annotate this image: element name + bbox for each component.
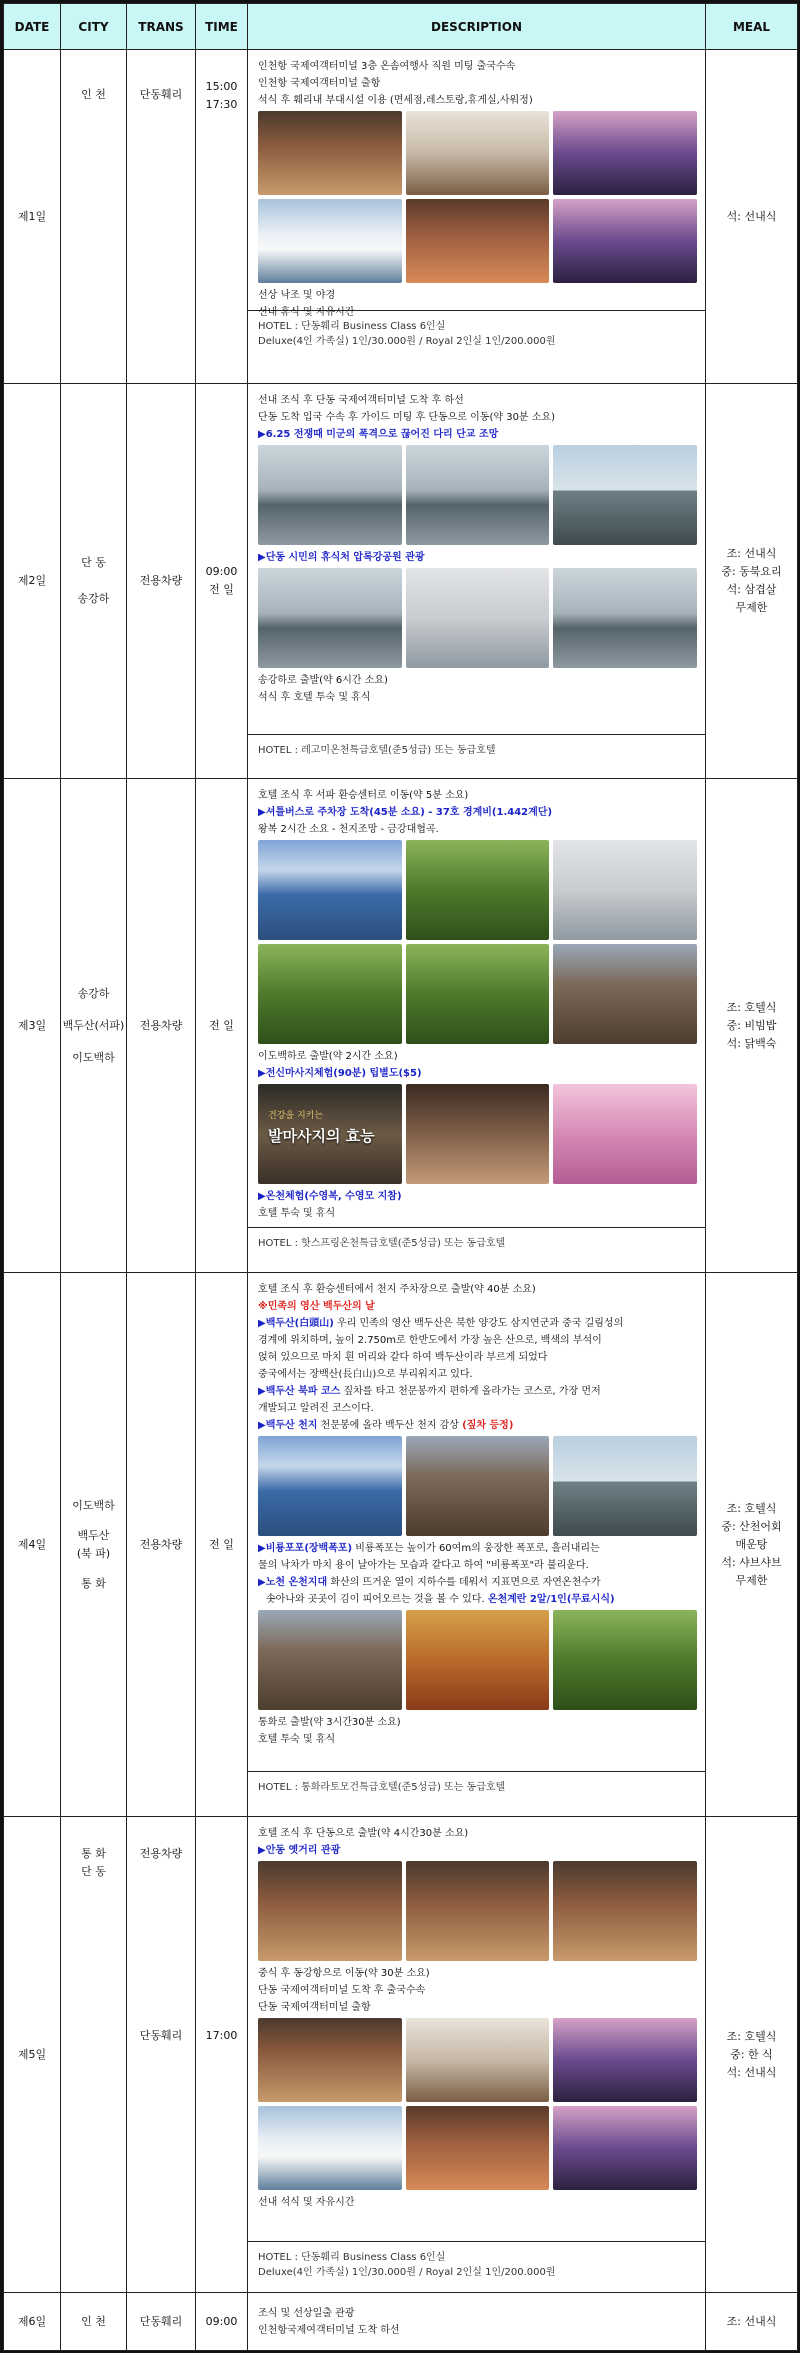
photo-volcanic-rocks — [406, 1436, 550, 1536]
desc-line: 인천항 국제여객터미널 출항 — [258, 78, 381, 89]
itinerary-table — [3, 3, 798, 2351]
hotel-line: Deluxe(4인 가족실) 1인/30.000원 / Royal 2인실 1인/200.000원 — [258, 2267, 556, 2278]
time-cell — [196, 50, 248, 384]
massage-poster-small-text: 건강을 지키는 — [268, 1111, 324, 1121]
meal-text: 석: 선내식 — [726, 2065, 777, 2079]
paragraph-heading: ▶백두산 천지 — [258, 1420, 318, 1431]
meal-cell — [706, 50, 798, 384]
photo-massage-poster — [258, 1084, 402, 1184]
photo-broken-bridge — [406, 445, 550, 545]
meal-text: 조: 호텔식 — [726, 1501, 777, 1515]
city-cell — [61, 384, 127, 779]
meal-cell — [706, 384, 798, 779]
time-cell — [196, 384, 248, 779]
trans-cell — [127, 50, 196, 384]
highlight-line: ▶전신마사지체험(90분) 팁별도($5) — [258, 1068, 422, 1079]
date-cell — [4, 2293, 61, 2351]
description-cell — [248, 2293, 706, 2351]
description-cell — [248, 779, 706, 1273]
photo-old-street-lanterns — [553, 1861, 697, 1961]
header-date: DATE — [4, 4, 61, 50]
city-text: 통 화 — [81, 1847, 106, 1860]
meal-text: 매운탕 — [735, 1537, 768, 1551]
desc-line: 경계에 위치하며, 높이 2.750m로 한반도에서 가장 높은 산으로, 백색의 부석이 — [258, 1335, 602, 1346]
header-time: TIME — [196, 4, 248, 50]
day-row-6 — [4, 2293, 798, 2351]
desc-line: 중국에서는 장백산(長白山)으로 부리워지고 있다. — [258, 1369, 473, 1380]
meal-text: 석: 선내식 — [726, 209, 777, 223]
desc-line: 송강하로 출발(약 6시간 소요) — [258, 675, 388, 686]
desc-line: 얹혀 있으므로 마치 흰 머리와 같다 하여 백두산이라 부르게 되었다 — [258, 1352, 548, 1363]
highlight-line: ▶안동 옛거리 관광 — [258, 1845, 341, 1856]
desc-line: 석식 후 훼리내 부대시설 이용 (면세점,레스토랑,휴게실,사워정) — [258, 95, 533, 106]
header-trans: TRANS — [127, 4, 196, 50]
date-text: 제4일 — [17, 1537, 47, 1551]
paragraph-text: 화산의 뜨거운 열이 지하수를 데워서 지표면으로 자연온천수가 — [327, 1577, 601, 1588]
desc-paragraph — [258, 1315, 697, 1332]
desc-line: 왕복 2시간 소요 - 천지조망 - 금강대협곡. — [258, 824, 439, 835]
photo-jeep-station — [553, 1436, 697, 1536]
desc-line: 호텔 조식 후 환승센터에서 천지 주차장으로 출발(약 40분 소요) — [258, 1284, 536, 1295]
desc-line: 호텔 조식 후 단동으로 출발(약 4시간30분 소요) — [258, 1828, 469, 1839]
desc-line: 이도백하로 출발(약 2시간 소요) — [258, 1051, 398, 1062]
photo-foot-bath — [553, 1084, 697, 1184]
trans-text: 전용차량 — [139, 1847, 183, 1860]
paragraph-text: 천문봉에 올라 백두산 천지 감상 — [317, 1420, 463, 1431]
city-text: 이도백하 — [72, 1050, 115, 1064]
meal-cell — [706, 1817, 798, 2293]
paragraph-text: 우리 민족의 영산 백두산은 북한 양강도 삼지연군과 중국 길림성의 — [333, 1318, 624, 1329]
time-cell — [196, 2293, 248, 2351]
city-text: (북 파) — [76, 1546, 111, 1560]
photo-lounge — [553, 111, 697, 195]
paragraph-red-text: (짚차 등정) — [462, 1420, 514, 1431]
meal-text: 조: 호텔식 — [726, 2029, 777, 2043]
desc-line: 선상 낙조 및 야경 — [258, 290, 336, 301]
city-text: 백두산 — [77, 1528, 110, 1542]
photo-waterfall — [258, 1610, 402, 1710]
time-cell — [196, 1817, 248, 2293]
photo-boundary-marker — [553, 840, 697, 940]
hotel-line: HOTEL : 단동훼리 Business Class 6인실 — [258, 2252, 446, 2263]
hotel-line: HOTEL : 핫스프링온천특급호텔(준5성급) 또는 동급호텔 — [258, 1238, 506, 1249]
meal-text: 석: 닭백숙 — [726, 1036, 777, 1050]
hotel-info — [248, 1771, 705, 1803]
paragraph-text: 짚차를 타고 천문봉까지 편하게 올라가는 코스로, 가장 먼저 — [340, 1386, 601, 1397]
desc-line: 석식 후 호텔 투숙 및 휴식 — [258, 692, 371, 703]
photo-forest-boardwalk — [258, 944, 402, 1044]
city-text: 단 동 — [81, 1865, 106, 1878]
time-text: 전 일 — [209, 1018, 234, 1032]
paragraph-heading: ▶노천 온천지대 — [258, 1577, 328, 1588]
city-text: 단 동 — [81, 556, 106, 569]
trans-cell — [127, 2293, 196, 2351]
trans-text: 단동훼리 — [139, 2314, 183, 2328]
highlight-line: ▶단동 시민의 휴식처 압록강공원 관광 — [258, 552, 425, 563]
paragraph-blue-text: 온천계란 2알/1인(무료시식) — [487, 1594, 615, 1605]
description-cell — [248, 50, 706, 384]
photo-cabin — [553, 2106, 697, 2190]
meal-text: 조: 선내식 — [726, 547, 777, 560]
desc-paragraph — [258, 1591, 697, 1608]
desc-line: 개발되고 알려진 코스이다. — [258, 1403, 374, 1414]
date-text: 제1일 — [17, 209, 47, 223]
time-text: 전 일 — [209, 1537, 234, 1551]
trans-text: 전용차량 — [139, 574, 183, 587]
city-text: 송강하 — [77, 986, 110, 1000]
trans-text: 단동훼리 — [139, 2029, 183, 2042]
date-text: 제5일 — [17, 2047, 47, 2061]
meal-text: 조: 선내식 — [726, 2314, 777, 2328]
meal-text: 중: 비빔밥 — [726, 1018, 777, 1032]
city-cell — [61, 779, 127, 1273]
hotel-info — [248, 2241, 705, 2288]
city-text: 이도백하 — [72, 1498, 115, 1512]
date-text: 제2일 — [17, 574, 47, 587]
desc-line: 단동 국제여객터미널 도착 후 출국수속 — [258, 1985, 426, 1996]
desc-line: 호텔 투숙 및 휴식 — [258, 1734, 336, 1745]
date-cell — [4, 1273, 61, 1817]
city-cell — [61, 50, 127, 384]
time-cell — [196, 779, 248, 1273]
desc-line: 단동 국제여객터미널 출항 — [258, 2002, 371, 2013]
time-text: 17:30 — [205, 98, 238, 111]
header-row — [4, 4, 798, 50]
time-text: 15:00 — [205, 80, 238, 93]
photo-lounge — [553, 2018, 697, 2102]
photo-cabin — [553, 199, 697, 283]
photo-old-street-shop — [406, 1861, 550, 1961]
photo-heaven-lake-north — [258, 1436, 402, 1536]
day-row-4 — [4, 1273, 798, 1817]
paragraph-heading: ▶비룡포포(장백폭포) — [258, 1543, 353, 1554]
day-row-3 — [4, 779, 798, 1273]
header-city: CITY — [61, 4, 127, 50]
hotel-line: Deluxe(4인 가족실) 1인/30.000원 / Royal 2인실 1인/200.000원 — [258, 336, 556, 347]
hotel-line: HOTEL : 단동훼리 Business Class 6인실 — [258, 321, 446, 332]
photo-grand-canyon — [553, 944, 697, 1044]
hotel-info — [248, 1227, 705, 1259]
paragraph-heading: ▶백두산(白頭山) — [258, 1318, 334, 1329]
hotel-line: HOTEL : 레고미온천특급호텔(준5성급) 또는 동급호텔 — [258, 745, 496, 756]
description-cell — [248, 1817, 706, 2293]
photo-duty-free — [258, 111, 402, 195]
paragraph-text: 비룡폭포는 높이가 60여m의 웅장한 폭포로, 흘러내리는 — [352, 1543, 600, 1554]
city-text: 백두산(서파) — [62, 1018, 125, 1032]
time-text: 09:00 — [205, 2314, 238, 2328]
day-row-2 — [4, 384, 798, 779]
photo-duty-free — [258, 2018, 402, 2102]
trans-cell — [127, 779, 196, 1273]
paragraph-text: 솟아나와 곳곳이 김이 피어오르는 것을 볼 수 있다. — [266, 1594, 488, 1605]
day-row-1 — [4, 50, 798, 384]
desc-paragraph — [258, 1383, 697, 1400]
trans-text: 전용차량 — [139, 1018, 183, 1032]
photo-waterfall-valley — [553, 1610, 697, 1710]
header-meal: MEAL — [706, 4, 798, 50]
time-cell — [196, 1273, 248, 1817]
desc-line: 중식 후 동강항으로 이동(약 30분 소요) — [258, 1968, 430, 1979]
meal-text: 무제한 — [735, 601, 768, 614]
description-cell — [248, 384, 706, 779]
trans-cell — [127, 1817, 196, 2293]
trans-cell — [127, 384, 196, 779]
photo-old-street — [258, 1861, 402, 1961]
photo-broken-bridge — [258, 445, 402, 545]
desc-line: 단동 도착 입국 수속 후 가이드 미팅 후 단동으로 이동(약 30분 소요) — [258, 412, 555, 423]
desc-line: 조식 및 선상일출 관광 — [258, 2307, 355, 2319]
meal-cell — [706, 2293, 798, 2351]
date-text: 제6일 — [17, 2314, 47, 2328]
meal-text: 무제한 — [735, 1573, 768, 1587]
desc-paragraph — [258, 1540, 697, 1557]
hotel-line: HOTEL : 통화라토모건특급호텔(준5성급) 또는 동급호텔 — [258, 1782, 506, 1793]
trans-cell — [127, 1273, 196, 1817]
desc-line: 통화로 출발(약 3시간30분 소요) — [258, 1717, 401, 1728]
photo-ferry — [258, 199, 402, 283]
description-cell — [248, 1273, 706, 1817]
date-text: 제3일 — [17, 1018, 47, 1032]
date-cell — [4, 779, 61, 1273]
photo-bridge-view — [553, 568, 697, 668]
desc-line: 선내 휴식 및 자유시간 — [258, 307, 355, 318]
desc-line: 인천항국제여객터미널 도착 하선 — [258, 2324, 400, 2336]
photo-park-monument — [406, 568, 550, 668]
red-note: ※민족의 영산 백두산의 날 — [258, 1301, 375, 1312]
desc-line: 물의 낙차가 마치 용이 날아가는 모습과 같다고 하여 "비룡폭포"라 불리운다. — [258, 1560, 589, 1571]
header-description: DESCRIPTION — [248, 4, 706, 50]
meal-text: 조: 호텔식 — [726, 1000, 777, 1014]
day-row-5 — [4, 1817, 798, 2293]
photo-wildflower-field — [406, 944, 550, 1044]
meal-text: 석: 샤브샤브 — [721, 1555, 782, 1569]
hotel-info — [248, 734, 705, 766]
trans-text: 전용차량 — [139, 1537, 183, 1551]
photo-heaven-lake — [258, 840, 402, 940]
time-text: 09:00 — [205, 565, 238, 578]
photo-restaurant — [406, 111, 550, 195]
city-text: 인 천 — [81, 2314, 106, 2328]
highlight-line: ▶셔틀버스로 주차장 도착(45분 소요) - 37호 경계비(1.442계단) — [258, 807, 553, 818]
massage-poster-title: 발마사지의 효능 — [268, 1127, 375, 1145]
photo-foot-massage — [406, 1084, 550, 1184]
meal-text: 중: 동북요리 — [721, 565, 782, 578]
time-text: 전 일 — [209, 583, 234, 596]
city-text: 통 화 — [81, 1576, 106, 1590]
photo-dining — [406, 2106, 550, 2190]
photo-yalu-bridge — [258, 568, 402, 668]
city-cell — [61, 1273, 127, 1817]
city-cell — [61, 1817, 127, 2293]
time-text: 17:00 — [205, 2029, 238, 2042]
desc-line: 선내 조식 후 단동 국제여객터미널 도착 후 하선 — [258, 395, 464, 406]
desc-line: 선내 석식 및 자유시간 — [258, 2197, 355, 2208]
desc-line: 호텔 투숙 및 휴식 — [258, 1208, 336, 1219]
meal-text: 중: 한 식 — [730, 2047, 773, 2061]
trans-text: 단동훼리 — [139, 88, 183, 101]
photo-restaurant — [406, 2018, 550, 2102]
desc-paragraph — [258, 1574, 697, 1591]
desc-line: 호텔 조식 후 서파 환승센터로 이동(약 5분 소요) — [258, 790, 469, 801]
photo-stairs-path — [406, 840, 550, 940]
photo-ferry — [258, 2106, 402, 2190]
highlight-line: ▶6.25 전쟁때 미군의 폭격으로 끊어진 다리 단교 조망 — [258, 429, 499, 440]
meal-cell — [706, 1273, 798, 1817]
photo-hot-spring-eggs — [406, 1610, 550, 1710]
photo-dining — [406, 199, 550, 283]
meal-text: 석: 삼겹살 — [726, 583, 777, 596]
highlight-line: ▶온천체험(수영복, 수영모 지참) — [258, 1191, 402, 1202]
city-cell — [61, 2293, 127, 2351]
photo-bridge-sign — [553, 445, 697, 545]
date-cell — [4, 1817, 61, 2293]
desc-paragraph — [258, 1417, 697, 1434]
date-cell — [4, 50, 61, 384]
city-text: 송강하 — [77, 592, 110, 605]
desc-line: 인천항 국제여객터미널 3층 온솜여행사 직원 미팅 출국수속 — [258, 61, 516, 72]
date-cell — [4, 384, 61, 779]
meal-text: 중: 산천어회 — [721, 1519, 782, 1533]
paragraph-heading: ▶백두산 북파 코스 — [258, 1386, 341, 1397]
meal-cell — [706, 779, 798, 1273]
city-text: 인 천 — [81, 88, 106, 101]
